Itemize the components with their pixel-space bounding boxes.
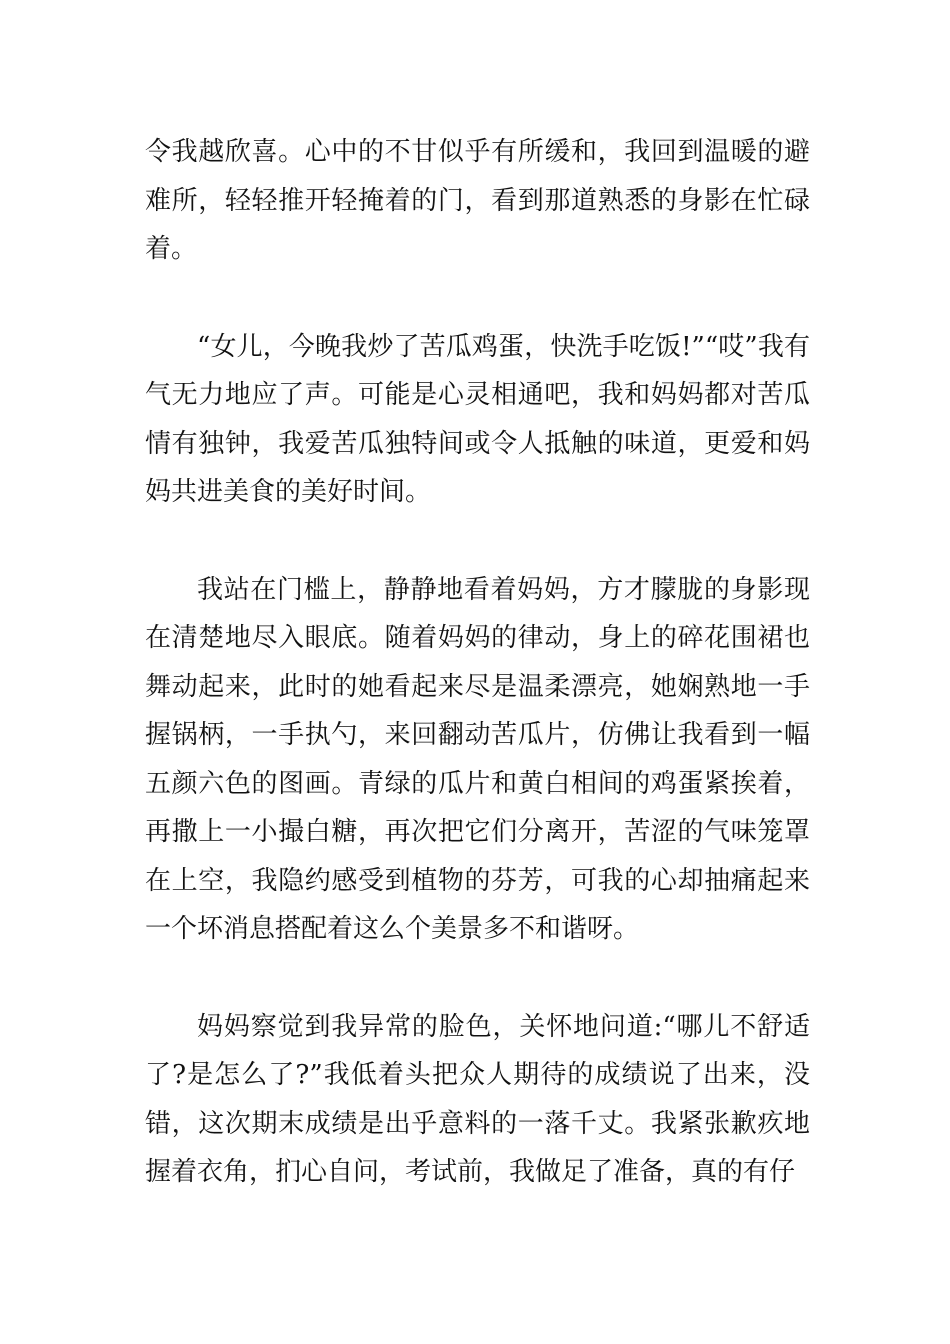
paragraph-2: “女儿，今晚我炒了苦瓜鸡蛋，快洗手吃饭!”“哎”我有气无力地应了声。可能是心灵相通吧，我和妈妈都对苦瓜情有独钟，我爱苦瓜独特间或令人抵触的味道，更爱和妈妈共进美食的美好时间。 — [145, 331, 810, 507]
paragraph-1: 令我越欣喜。心中的不甘似乎有所缓和，我回到温暖的避难所，轻轻推开轻掩着的门，看到那道熟悉的身影在忙碌着。 — [145, 137, 810, 264]
body-text — [145, 128, 810, 1246]
paragraph-3: 我站在门槛上，静静地看着妈妈，方才朦胧的身影现在清楚地尽入眼底。随着妈妈的律动，身上的碎花围裙也舞动起来，此时的她看起来尽是温柔漂亮，她娴熟地一手握锅柄，一手执勺，来回翻动苦瓜片，仿佛让我看到一幅五颜六色的图画。青绿的瓜片和黄白相间的鸡蛋紧挨着，再撒上一小撮白糖，再次把它们分离开，苦涩的气味笼罩在上空，我隐约感受到植物的芬芳，可我的心却抽痛起来一个坏消息搭配着这么个美景多不和谐呀。 — [145, 574, 810, 944]
paragraph-4: 妈妈察觉到我异常的脸色，关怀地问道:“哪儿不舒适了?是怎么了?”我低着头把众人期待的成绩说了出来，没错，这次期末成绩是出乎意料的一落千丈。我紧张歉疚地握着衣角，扪心自问，考试前，我做足了准备，真的有仔 — [145, 1011, 810, 1187]
